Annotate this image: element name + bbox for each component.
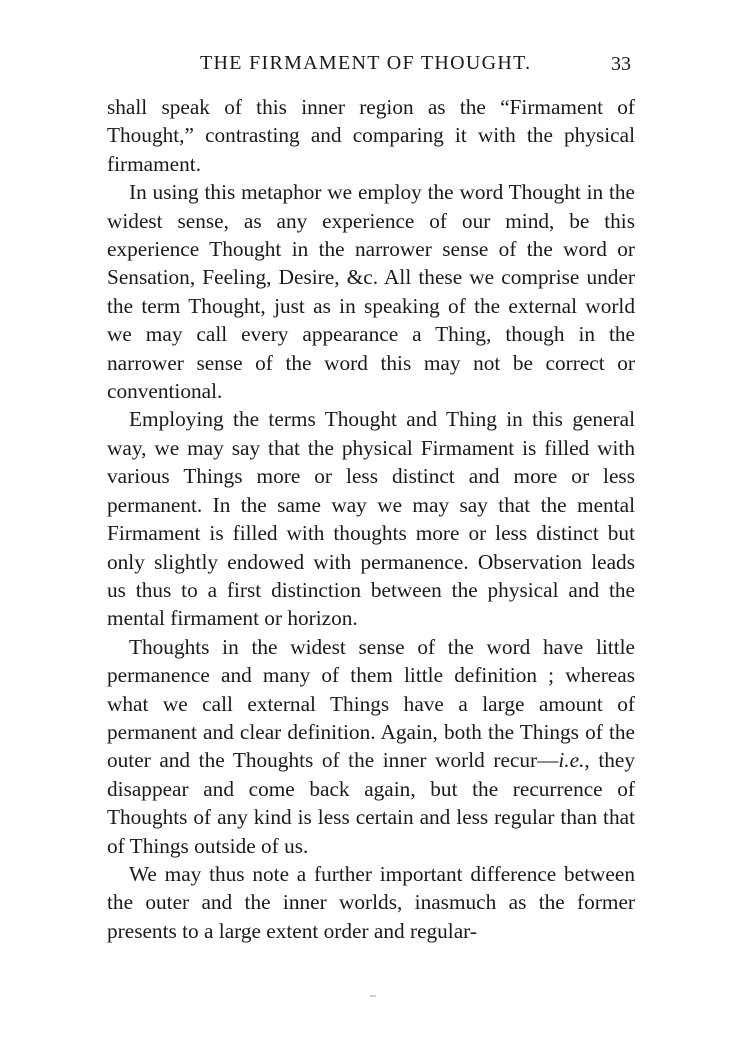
running-head xyxy=(0,50,750,80)
paragraph-permanence: Thoughts in the widest sense of the word have little permanence and many of them little definition ; whereas what we call external Things have a large amount of permanent and clear definition. Again, both the Things of the outer and the Thoughts of the inner world recur—i.e., they disappear and come back again, but the recurrence of Thoughts of any kind is less certain and less regular than that of Things outside of us. xyxy=(107,634,635,858)
paragraph-metaphor: In using this metaphor we employ the word Thought in the widest sense, as any experience of our mind, be this experience Thought in the narrower sense of the word or Sensation, Feeling, Desire, &c. All these we comprise under the term Thought, just as in speaking of the external world we may call every appearance a Thing, though in the narrower sense of the word this may not be correct or conventional. xyxy=(107,180,635,404)
paragraph-thought-and-thing: Employing the terms Thought and Thing in this general way, we may say that the physical Firmament is filled with various Things more or less distinct and more or less permanent. In the same way we may say that the mental Firmament is filled with thoughts more or less distinct but only slightly endowed with permanence. Observation leads us thus to a first distinction between the physical and the mental firmament or horizon. xyxy=(107,407,635,631)
page-speck xyxy=(370,995,376,997)
running-title: THE FIRMAMENT OF THOUGHT. xyxy=(200,52,532,74)
paragraph-continued: shall speak of this inner region as the “Firmament of Thought,” contrasting and comparing it with the physical firmament. xyxy=(107,95,635,176)
italic-abbreviation: i.e. xyxy=(558,748,585,773)
body-text xyxy=(107,93,635,945)
paragraph-difference: We may thus note a further important difference between the outer and the inner worlds, inasmuch as the former presents to a large extent order and regular- xyxy=(107,861,635,943)
page-number: 33 xyxy=(611,53,631,75)
